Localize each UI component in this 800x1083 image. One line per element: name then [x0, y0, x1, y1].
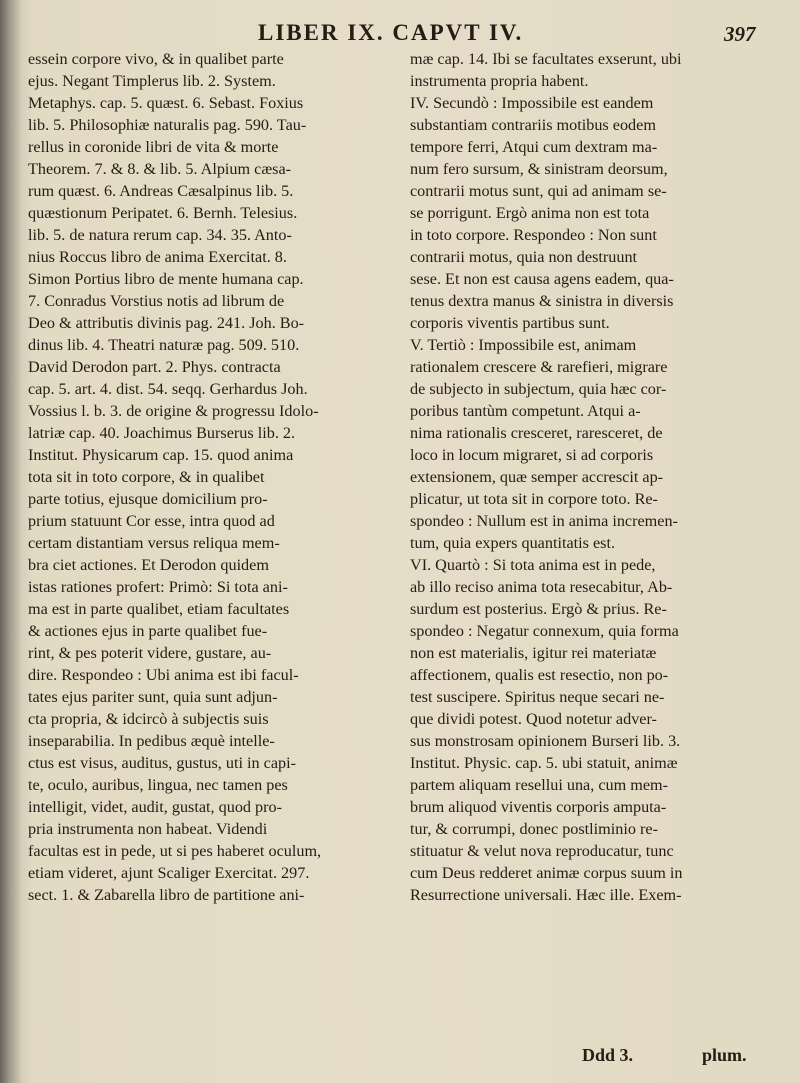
text-line: ma est in parte qualibet, etiam facultates: [28, 600, 290, 618]
right-text-column: [410, 48, 788, 906]
text-line: tum, quia expers quantitatis est.: [410, 534, 615, 552]
text-line: pria instrumenta non habeat. Videndi: [28, 820, 268, 838]
text-line: spondeo : Nullum est in anima incremen-: [410, 512, 678, 530]
text-line: num fero sursum, & sinistram deorsum,: [410, 160, 668, 178]
text-line: sese. Et non est causa agens eadem, qua-: [410, 270, 674, 288]
text-line: tenus dextra manus & sinistra in diversis: [410, 292, 674, 310]
text-line: substantiam contrariis motibus eodem: [410, 116, 656, 134]
text-line: de subjecto in subjectum, quia hæc cor-: [410, 380, 667, 398]
text-line: Deo & attributis divinis pag. 241. Joh. Bo-: [28, 314, 305, 332]
text-line: cap. 5. art. 4. dist. 54. seqq. Gerhardus Joh.: [28, 380, 308, 398]
text-line: ejus. Negant Timplerus lib. 2. System.: [28, 72, 276, 90]
text-line: quæstionum Peripatet. 6. Bernh. Telesius.: [28, 204, 298, 222]
text-line: mæ cap. 14. Ibi se facultates exserunt, ubi: [410, 50, 682, 68]
text-line: cta propria, & idcircò à subjectis suis: [28, 710, 269, 728]
text-line: certam distantiam versus reliqua mem-: [28, 534, 280, 552]
text-line: se porrigunt. Ergò anima non est tota: [410, 204, 650, 222]
page-footer: [0, 1045, 800, 1071]
text-line: etiam videret, ajunt Scaliger Exercitat. 297.: [28, 864, 310, 882]
text-line: rum quæst. 6. Andreas Cæsalpinus lib. 5.: [28, 182, 294, 200]
text-line: loco in locum migraret, si ad corporis: [410, 446, 654, 464]
text-line: rellus in coronide libri de vita & morte: [28, 138, 279, 156]
text-line: David Derodon part. 2. Phys. contracta: [28, 358, 281, 376]
text-line: ctus est visus, auditus, gustus, uti in capi-: [28, 754, 296, 772]
text-line: cum Deus redderet animæ corpus suum in: [410, 864, 683, 882]
text-line: tur, & corrumpi, donec postliminio re-: [410, 820, 658, 838]
text-line: V. Tertiò : Impossibile est, animam: [410, 336, 637, 354]
text-line: rint, & pes poterit videre, gustare, au-: [28, 644, 272, 662]
text-line: contrarii motus, quia non destruunt: [410, 248, 638, 266]
text-line: & actiones ejus in parte qualibet fue-: [28, 622, 268, 640]
text-line: dire. Respondeo : Ubi anima est ibi facul-: [28, 666, 299, 684]
text-line: plicatur, ut tota sit in corpore toto. Re-: [410, 490, 658, 508]
text-line: bra ciet actiones. Et Derodon quidem: [28, 556, 269, 574]
text-line: Resurrectione universali. Hæc ille. Exem-: [410, 886, 682, 904]
text-line: 7. Conradus Vorstius notis ad librum de: [28, 292, 285, 310]
text-line: extensionem, quæ semper accrescit ap-: [410, 468, 664, 486]
text-line: spondeo : Negatur connexum, quia forma: [410, 622, 679, 640]
text-line: facultas est in pede, ut si pes haberet oculum,: [28, 842, 322, 860]
text-line: surdum est posterius. Ergò & prius. Re-: [410, 600, 667, 618]
text-line: stituatur & velut nova reproducatur, tunc: [410, 842, 674, 860]
text-line: affectionem, qualis est resectio, non po-: [410, 666, 669, 684]
text-line: sus monstrosam opinionem Burseri lib. 3.: [410, 732, 681, 750]
text-line: tempore ferri, Atqui cum dextram ma-: [410, 138, 658, 156]
text-line: nius Roccus libro de anima Exercitat. 8.: [28, 248, 287, 266]
text-line: istas rationes profert: Primò: Si tota ani-: [28, 578, 288, 596]
page-number: 397: [724, 22, 756, 46]
text-line: prium statuunt Cor esse, intra quod ad: [28, 512, 275, 530]
running-head: LIBER IX. CAPVT IV.: [258, 20, 524, 45]
text-line: corporis viventis partibus sunt.: [410, 314, 610, 332]
text-line: que dividi potest. Quod notetur adver-: [410, 710, 657, 728]
text-line: parte totius, ejusque domicilium pro-: [28, 490, 268, 508]
text-line: Institut. Physicarum cap. 15. quod anima: [28, 446, 294, 464]
text-line: intelligit, videt, audit, gustat, quod pro-: [28, 798, 283, 816]
text-line: in toto corpore. Respondeo : Non sunt: [410, 226, 657, 244]
text-line: essein corpore vivo, & in qualibet parte: [28, 50, 284, 68]
text-line: inseparabilia. In pedibus æquè intelle-: [28, 732, 275, 750]
text-line: test suscipere. Spiritus neque secari ne-: [410, 688, 665, 706]
binding-gutter-shadow: [0, 0, 22, 1083]
text-line: non est materialis, igitur rei materiatæ: [410, 644, 657, 662]
text-line: poribus tantùm competunt. Atqui a-: [410, 402, 641, 420]
text-line: te, oculo, auribus, lingua, nec tamen pes: [28, 776, 288, 794]
text-line: contrarii motus sunt, qui ad animam se-: [410, 182, 667, 200]
text-line: lib. 5. Philosophiæ naturalis pag. 590. Tau-: [28, 116, 307, 134]
text-line: Simon Portius libro de mente humana cap.: [28, 270, 304, 288]
text-line: rationalem crescere & rarefieri, migrare: [410, 358, 668, 376]
text-line: Vossius l. b. 3. de origine & progressu Idolo-: [28, 402, 319, 420]
text-line: lib. 5. de natura rerum cap. 34. 35. Anto-: [28, 226, 292, 244]
text-line: Institut. Physic. cap. 5. ubi statuit, animæ: [410, 754, 678, 772]
text-line: tates ejus pariter sunt, quia sunt adjun-: [28, 688, 278, 706]
text-line: VI. Quartò : Si tota anima est in pede,: [410, 556, 656, 574]
text-line: partem aliquam resellui una, cum mem-: [410, 776, 669, 794]
text-line: Theorem. 7. & 8. & lib. 5. Alpium cæsa-: [28, 160, 292, 178]
catchword: plum.: [702, 1045, 747, 1065]
text-line: Metaphys. cap. 5. quæst. 6. Sebast. Foxius: [28, 94, 304, 112]
text-line: brum aliquod viventis corporis amputa-: [410, 798, 667, 816]
text-line: instrumenta propria habent.: [410, 72, 589, 90]
signature-mark: Ddd 3.: [582, 1045, 634, 1065]
text-line: tota sit in toto corpore, & in qualibet: [28, 468, 265, 486]
text-line: latriæ cap. 40. Joachimus Burserus lib. 2.: [28, 424, 296, 442]
text-line: sect. 1. & Zabarella libro de partitione ani-: [28, 886, 305, 904]
left-text-column: [28, 48, 388, 906]
text-line: IV. Secundò : Impossibile est eandem: [410, 94, 654, 112]
text-line: ab illo reciso anima tota resecabitur, Ab-: [410, 578, 673, 596]
text-line: nima rationalis cresceret, raresceret, de: [410, 424, 663, 442]
text-line: dinus lib. 4. Theatri naturæ pag. 509. 510.: [28, 336, 300, 354]
